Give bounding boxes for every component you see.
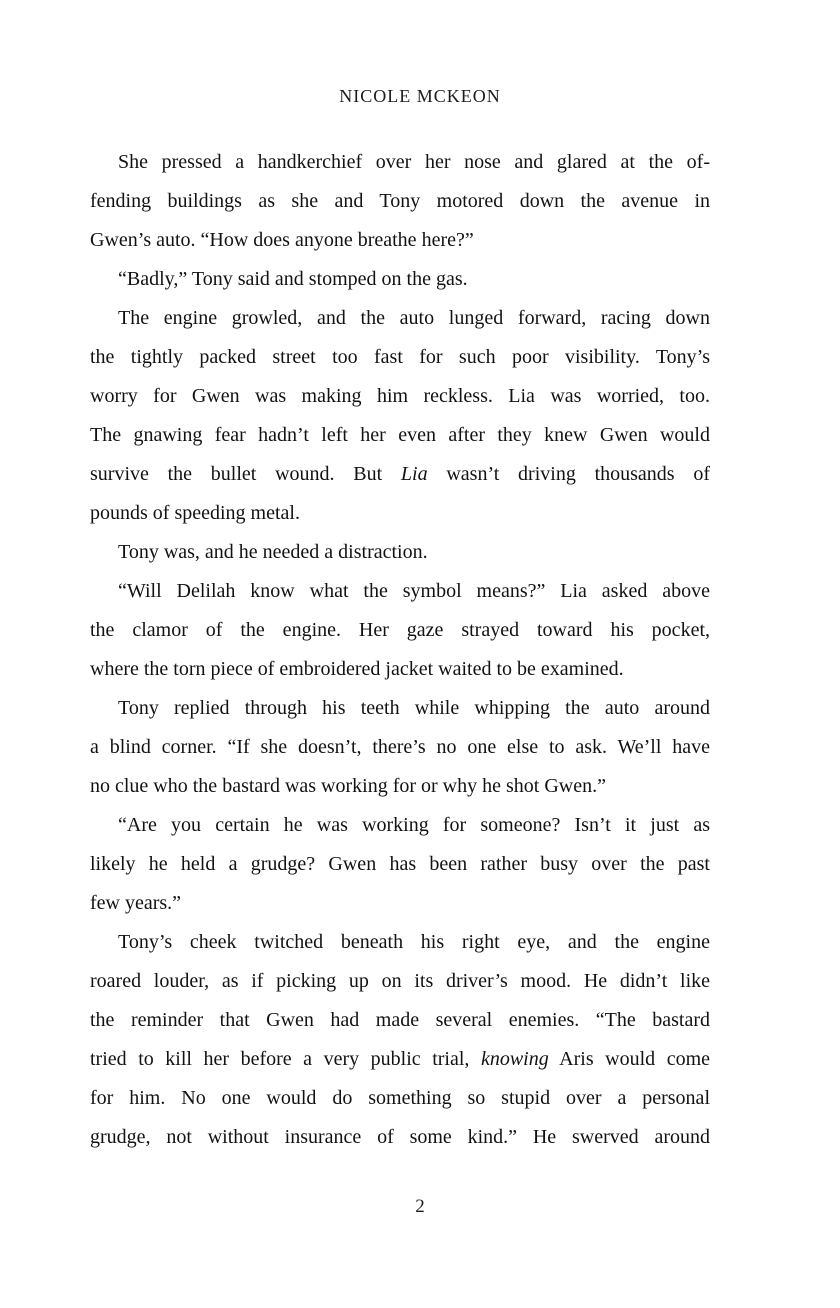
text-line: fending buildings as she and Tony motored down the avenue in: [90, 190, 710, 212]
text-line: the reminder that Gwen had made several enemies. “The bastard: [90, 1009, 710, 1031]
text-line: “Will Delilah know what the symbol means?” Lia asked above: [118, 580, 710, 602]
text-line: “Badly,” Tony said and stomped on the gas.: [118, 268, 468, 290]
text-line: likely he held a grudge? Gwen has been rather busy over the past: [90, 853, 710, 875]
text-line: Gwen’s auto. “How does anyone breathe here?”: [90, 229, 474, 251]
paragraph: [90, 572, 710, 689]
text-line: The gnawing fear hadn’t left her even after they knew Gwen would: [90, 424, 710, 446]
text-line: the clamor of the engine. Her gaze strayed toward his pocket,: [90, 619, 710, 641]
paragraph: [90, 923, 710, 1157]
text-line: roared louder, as if picking up on its driver’s mood. He didn’t like: [90, 970, 710, 992]
body-text: [90, 143, 710, 1157]
paragraph: [90, 260, 710, 299]
text-line: survive the bullet wound. But Lia wasn’t driving thousands of: [90, 463, 710, 485]
text-line: She pressed a handkerchief over her nose and glared at the of-: [118, 151, 710, 173]
paragraph: [90, 806, 710, 923]
text-line: where the torn piece of embroidered jacket waited to be examined.: [90, 658, 624, 680]
text-line: pounds of speeding metal.: [90, 502, 300, 524]
paragraph: [90, 299, 710, 533]
paragraph: [90, 533, 710, 572]
text-line: “Are you certain he was working for someone? Isn’t it just as: [118, 814, 710, 836]
paragraph: [90, 689, 710, 806]
text-line: no clue who the bastard was working for or why he shot Gwen.”: [90, 775, 606, 797]
text-line: Tony’s cheek twitched beneath his right eye, and the engine: [118, 931, 710, 953]
text-line: the tightly packed street too fast for such poor visibility. Tony’s: [90, 346, 710, 368]
text-line: Tony was, and he needed a distraction.: [118, 541, 428, 563]
text-line: a blind corner. “If she doesn’t, there’s no one else to ask. We’ll have: [90, 736, 710, 758]
text-line: for him. No one would do something so stupid over a personal: [90, 1087, 710, 1109]
paragraph: [90, 143, 710, 260]
text-line: few years.”: [90, 892, 182, 914]
text-line: grudge, not without insurance of some kind.” He swerved around: [90, 1126, 710, 1148]
page-number: 2: [415, 1196, 425, 1217]
text-line: The engine growled, and the auto lunged forward, racing down: [118, 307, 710, 329]
text-line: Tony replied through his teeth while whipping the auto around: [118, 697, 710, 719]
text-line: worry for Gwen was making him reckless. Lia was worried, too.: [90, 385, 710, 407]
text-line: tried to kill her before a very public trial, knowing Aris would come: [90, 1048, 710, 1070]
running-header-author: NICOLE MCKEON: [339, 86, 501, 106]
